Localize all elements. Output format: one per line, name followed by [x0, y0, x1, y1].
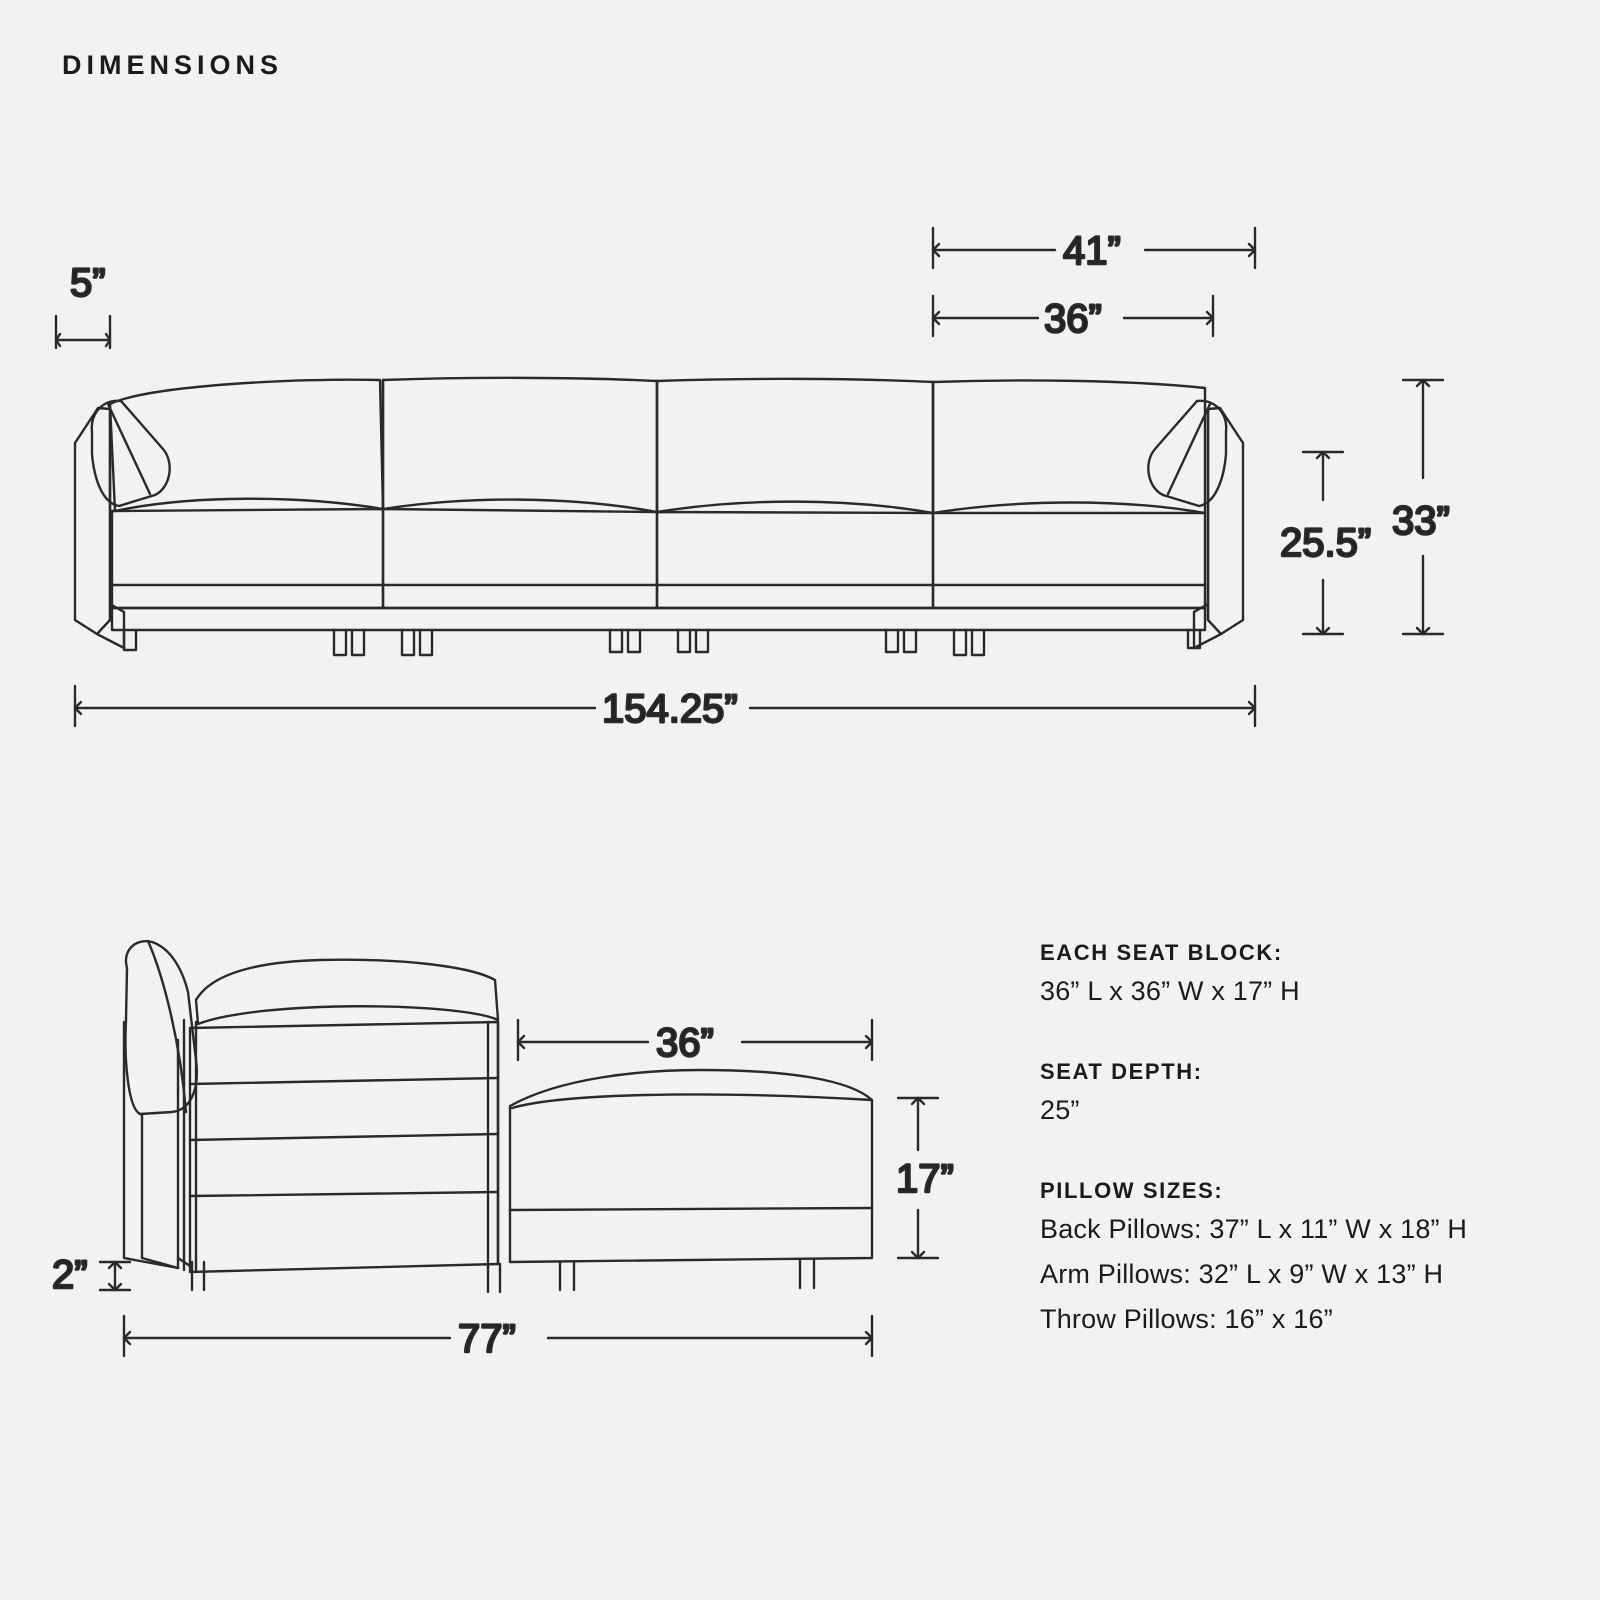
- dim-label-module-outer: 41”: [1063, 229, 1121, 273]
- dim-label-seat-back-height: 25.5”: [1280, 521, 1372, 565]
- spec-heading-pillow-sizes: PILLOW SIZES:: [1040, 1178, 1224, 1203]
- side-view-sofa: [124, 941, 872, 1292]
- dim-label-overall-depth: 77”: [458, 1317, 516, 1361]
- spec-value-seat-block: 36” L x 36” W x 17” H: [1040, 976, 1300, 1006]
- front-view-sofa: [75, 378, 1243, 655]
- dim-label-overall-width: 154.25”: [602, 687, 738, 731]
- dim-label-overall-height: 33”: [1392, 499, 1450, 543]
- spec-group-seat-block: [1040, 940, 1560, 1007]
- dim-label-ottoman-depth: 36”: [656, 1021, 714, 1065]
- spec-group-pillow-sizes: [1040, 1178, 1560, 1335]
- dim-label-seat-height: 17”: [896, 1157, 954, 1201]
- spec-value-back-pillows: Back Pillows: 37” L x 11” W x 18” H: [1040, 1214, 1468, 1244]
- dim-label-module-inner: 36”: [1044, 297, 1102, 341]
- page-title: DIMENSIONS: [62, 50, 284, 80]
- spec-value-arm-pillows: Arm Pillows: 32” L x 9” W x 13” H: [1040, 1259, 1444, 1289]
- spec-heading-seat-block: EACH SEAT BLOCK:: [1040, 940, 1283, 965]
- spec-value-throw-pillows: Throw Pillows: 16” x 16”: [1040, 1304, 1333, 1334]
- spec-group-seat-depth: [1040, 1059, 1560, 1126]
- specifications-panel: [1040, 940, 1560, 1349]
- dim-arm-width: [56, 316, 110, 348]
- dim-label-arm-width: 5”: [70, 261, 106, 305]
- spec-heading-seat-depth: SEAT DEPTH:: [1040, 1059, 1203, 1084]
- dim-label-leg-height: 2”: [52, 1253, 88, 1297]
- dim-leg-height: [100, 1262, 130, 1290]
- spec-value-seat-depth: 25”: [1040, 1095, 1080, 1125]
